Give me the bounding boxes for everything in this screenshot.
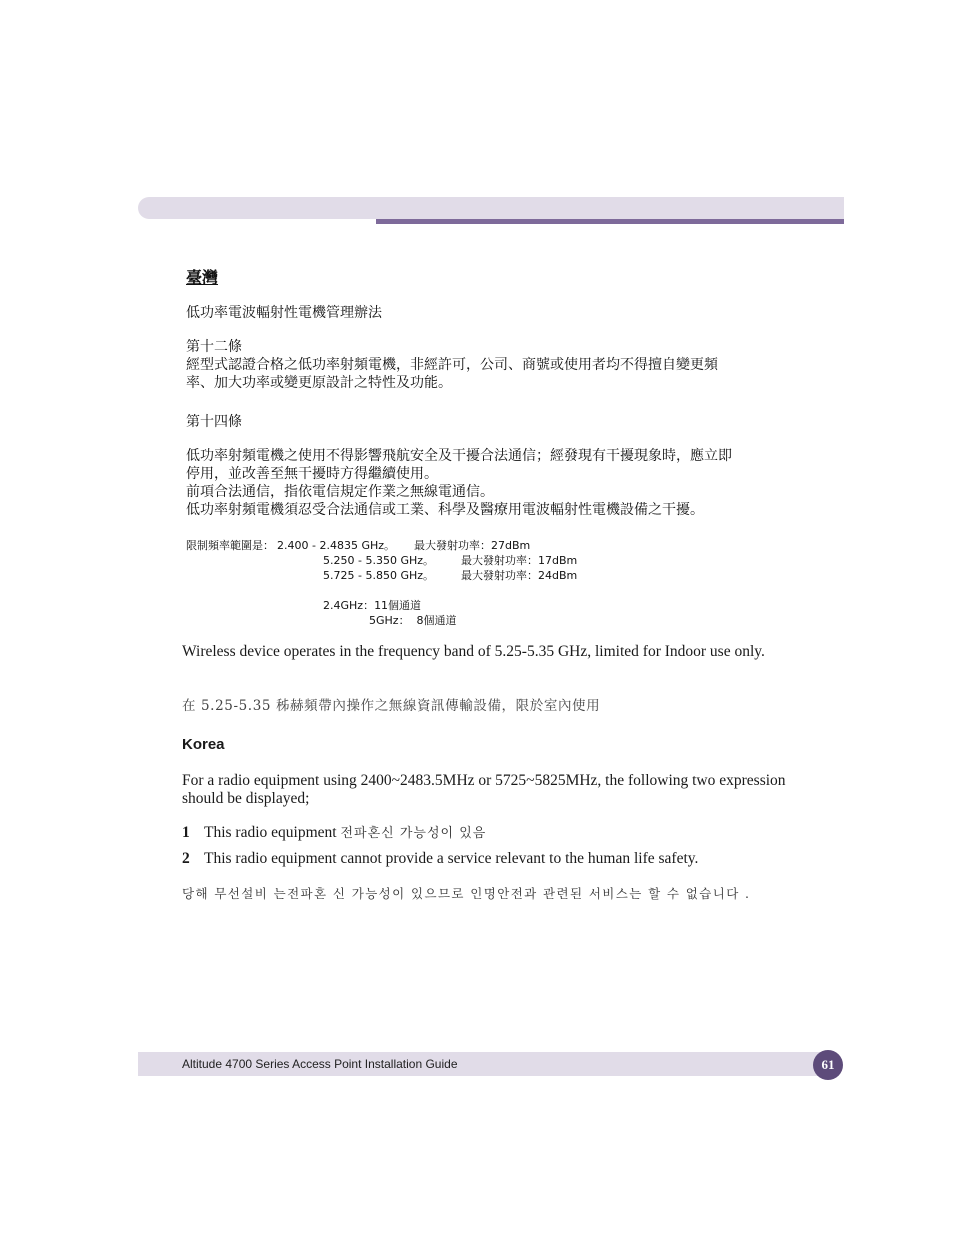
freq-range: 5.250 - 5.350 GHz。 (323, 554, 435, 567)
taiwan-article-12 (186, 338, 718, 392)
freq-range-label: 限制頻率範圍是： (186, 539, 274, 552)
footer-title: Altitude 4700 Series Access Point Installation Guide (182, 1057, 458, 1071)
taiwan-article-14 (186, 447, 732, 519)
article-14-line: 前項合法通信，指依電信規定作業之無線電通信。 (186, 484, 494, 500)
article-14-line: 低功率射頻電機之使用不得影響飛航安全及干擾合法通信；經發現有干擾現象時，應立即 (186, 448, 732, 464)
article-14-line: 低功率射頻電機須忍受合法通信或工業、科學及醫療用電波輻射性電機設備之干擾。 (186, 502, 704, 518)
channels-5ghz: 5GHz： 8個通道 (369, 614, 457, 627)
max-power: 最大發射功率：24dBm (461, 569, 578, 582)
channels-2-4ghz: 2.4GHz：11個通道 (323, 599, 422, 612)
article-14-heading: 第十四條 (186, 414, 242, 430)
korean-sentence: 당해 무선설비 는전파혼 신 가능성이 있으므로 인명안전과 관련된 서비스는 할 수 없습니다 . (182, 886, 751, 901)
max-power: 最大發射功率：27dBm (414, 539, 531, 552)
taiwan-regulation-title: 低功率電波輻射性電機管理辦法 (186, 305, 382, 321)
list-number: 1 (182, 824, 190, 841)
max-power: 最大發射功率：17dBm (461, 554, 578, 567)
article-14-line: 停用，並改善至無干擾時方得繼續使用。 (186, 466, 438, 482)
article-12-line: 率、加大功率或變更原設計之特性及功能。 (186, 375, 452, 391)
freq-range: 5.725 - 5.850 GHz。 (323, 569, 435, 582)
header-band (138, 197, 844, 219)
wireless-indoor-note-chinese: 在 5.25-5.35 秭赫頻帶內操作之無線資訊傳輸設備，限於室內使用 (182, 698, 601, 714)
list-korean-text: 전파혼신 가능성이 있음 (340, 826, 487, 841)
korea-heading: Korea (182, 736, 225, 753)
article-12-heading: 第十二條 (186, 339, 242, 355)
list-item (182, 850, 802, 868)
page-number: 61 (813, 1050, 843, 1080)
list-text: This radio equipment cannot provide a service relevant to the human life safety. (204, 850, 699, 867)
wireless-indoor-note: Wireless device operates in the frequency band of 5.25-5.35 GHz, limited for Indoor use only. (182, 643, 765, 660)
taiwan-title: 臺灣 (186, 268, 219, 287)
header-accent-rule (376, 219, 844, 224)
korea-intro: For a radio equipment using 2400~2483.5MHz or 5725~5825MHz, the following two expression should be displayed; (182, 772, 786, 807)
freq-range: 2.400 - 2.4835 GHz。 (277, 539, 396, 552)
list-text: This radio equipment (204, 824, 341, 841)
list-item (182, 824, 802, 843)
list-number: 2 (182, 850, 190, 867)
article-12-line: 經型式認證合格之低功率射頻電機，非經許可，公司、商號或使用者均不得擅自變更頻 (186, 357, 718, 373)
